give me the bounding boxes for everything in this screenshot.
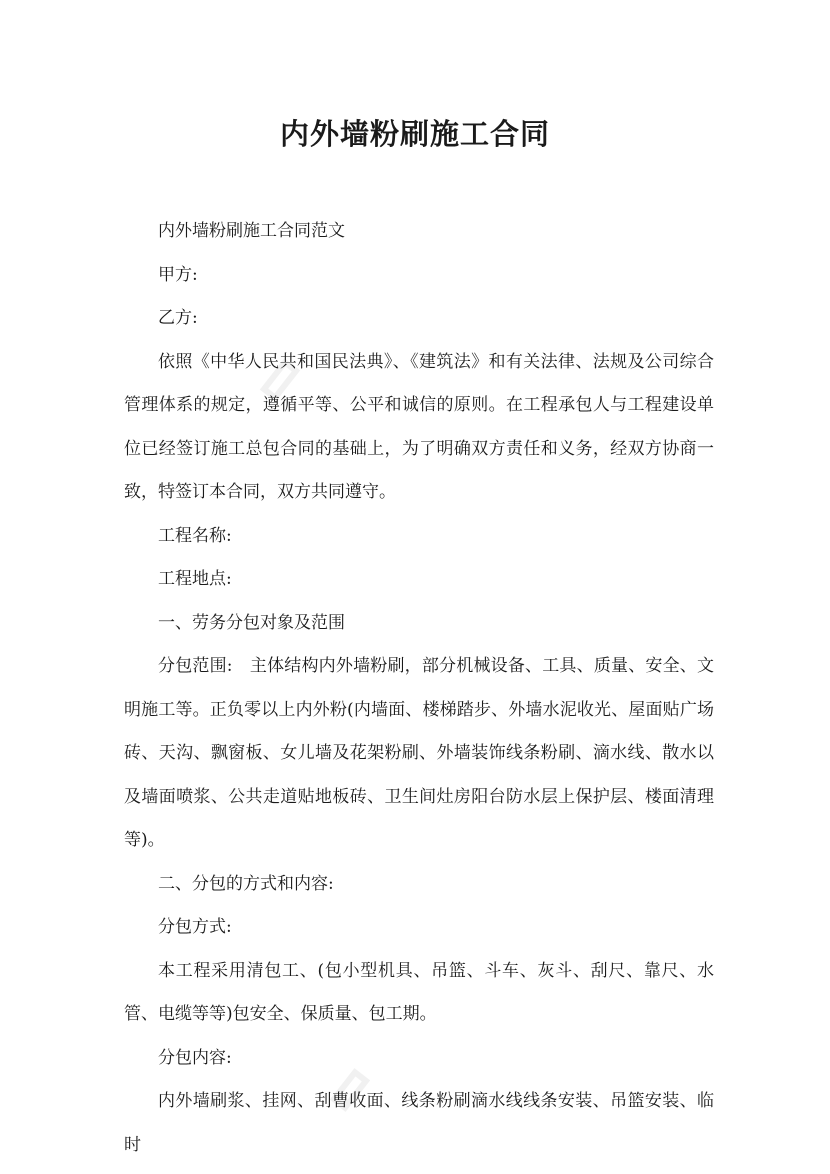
paragraph-project-location: 工程地点: — [158, 569, 232, 589]
paragraph-party-b: 乙方: — [158, 308, 198, 328]
document-body — [124, 210, 714, 1167]
paragraph-content-label: 分包内容: — [158, 1047, 232, 1068]
document-title: 内外墙粉刷施工合同 — [279, 117, 550, 151]
section-heading-method: 二、分包的方式和内容: — [158, 873, 334, 894]
section-heading-scope: 一、劳务分包对象及范围 — [158, 612, 345, 633]
paragraph-preamble: 依照《中华人民共和国民法典》、《建筑法》和有关法律、法规及公司综合管理体系的规定，遵循平等、公平和诚信的原则。在工程承包人与工程建设单位已经签订施工总包合同的基础上，为了明确双方责任和义务，经双方协商一致，特签订本合同，双方共同遵守。 — [124, 351, 714, 502]
paragraph-project-name: 工程名称: — [158, 525, 232, 546]
paragraph-party-a: 甲方: — [158, 264, 198, 285]
paragraph-method-label: 分包方式: — [158, 917, 232, 937]
paragraph-content: 内外墙刷浆、挂网、刮曹收面、线条粉刷滴水线线条安装、吊篮安装、临时 — [124, 1091, 714, 1155]
paragraph-scope: 分包范围: 主体结构内外墙粉刷，部分机械设备、工具、质量、安全、文明施工等。正负零以上内外粉(内墙面、楼梯踏步、外墙水泥收光、屋面贴广场砖、天沟、飘窗板、女儿墙及花架粉刷、外墙装饰线条粉刷、滴水线、散水以及墙面喷浆、公共走道贴地板砖、卫生间灶房阳台防水层上保护层、楼面清理等)。 — [124, 656, 714, 850]
paragraph-subtitle: 内外墙粉刷施工合同范文 — [158, 221, 345, 241]
paragraph-method: 本工程采用清包工、(包小型机具、吊篮、斗车、灰斗、刮尺、靠尺、水管、电缆等等)包安全、保质量、包工期。 — [124, 960, 714, 1024]
